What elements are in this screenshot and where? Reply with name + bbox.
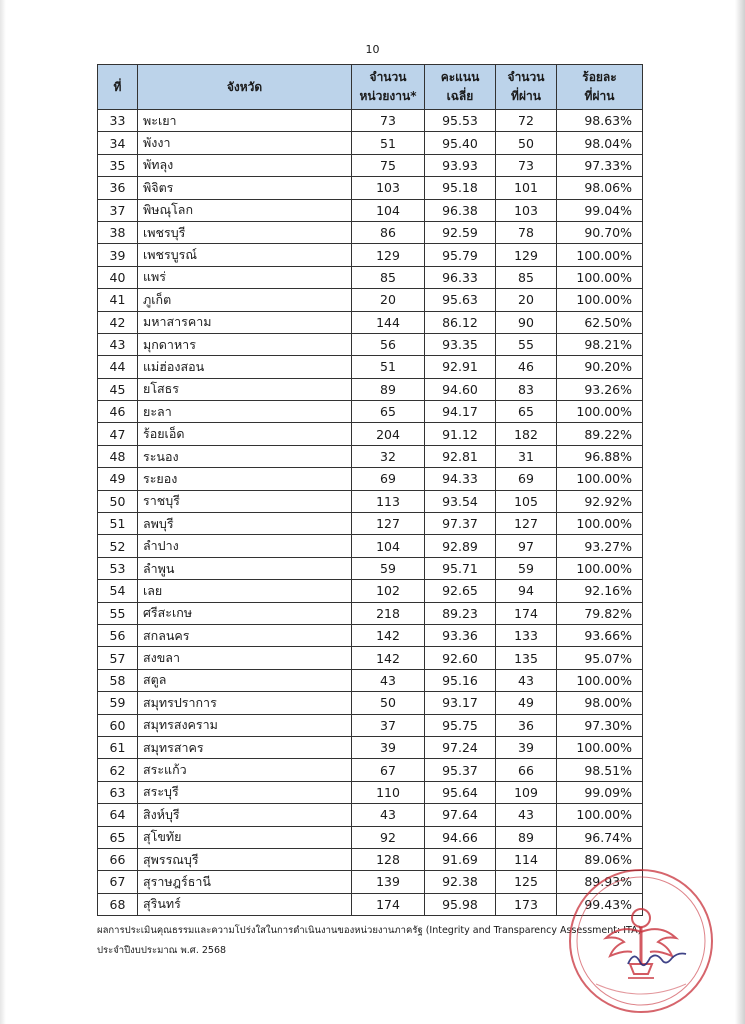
row-percent: 62.50% — [557, 311, 643, 333]
row-score: 95.71 — [425, 557, 496, 579]
row-units: 104 — [352, 199, 425, 221]
row-passed: 65 — [496, 401, 557, 423]
header-score — [425, 65, 496, 110]
row-passed: 39 — [496, 736, 557, 758]
row-province: มหาสารคาม — [138, 311, 352, 333]
row-score: 95.16 — [425, 669, 496, 691]
row-score: 93.54 — [425, 490, 496, 512]
row-units: 43 — [352, 804, 425, 826]
row-province: สมุทรปราการ — [138, 692, 352, 714]
row-score: 92.65 — [425, 580, 496, 602]
row-passed: 66 — [496, 759, 557, 781]
table-row — [98, 378, 643, 400]
row-score: 97.37 — [425, 513, 496, 535]
row-passed: 69 — [496, 468, 557, 490]
row-no: 38 — [98, 221, 138, 243]
row-province: แพร่ — [138, 266, 352, 288]
table-row — [98, 669, 643, 691]
row-units: 43 — [352, 669, 425, 691]
row-no: 35 — [98, 154, 138, 176]
header-no — [98, 65, 138, 110]
row-percent: 79.82% — [557, 602, 643, 624]
row-score: 92.60 — [425, 647, 496, 669]
row-no: 68 — [98, 893, 138, 915]
header-province — [138, 65, 352, 110]
row-passed: 135 — [496, 647, 557, 669]
table-row — [98, 468, 643, 490]
row-score: 91.69 — [425, 848, 496, 870]
row-passed: 97 — [496, 535, 557, 557]
row-score: 92.81 — [425, 445, 496, 467]
table-row — [98, 826, 643, 848]
table-row — [98, 490, 643, 512]
row-score: 96.38 — [425, 199, 496, 221]
header-units-line2: หน่วยงาน* — [359, 89, 417, 103]
row-units: 37 — [352, 714, 425, 736]
row-passed: 105 — [496, 490, 557, 512]
row-units: 142 — [352, 624, 425, 646]
row-percent: 99.43% — [557, 893, 643, 915]
table-row — [98, 804, 643, 826]
row-no: 61 — [98, 736, 138, 758]
header-percent — [557, 65, 643, 110]
row-province: พิจิตร — [138, 177, 352, 199]
row-passed: 127 — [496, 513, 557, 535]
row-units: 69 — [352, 468, 425, 490]
row-province: สิงห์บุรี — [138, 804, 352, 826]
row-percent: 100.00% — [557, 804, 643, 826]
row-score: 95.37 — [425, 759, 496, 781]
row-province: ยะลา — [138, 401, 352, 423]
row-score: 95.79 — [425, 244, 496, 266]
row-units: 104 — [352, 535, 425, 557]
row-percent: 100.00% — [557, 244, 643, 266]
row-no: 59 — [98, 692, 138, 714]
footnote-line-2: ประจำปีงบประมาณ พ.ศ. 2568 — [97, 945, 227, 956]
row-province: ศรีสะเกษ — [138, 602, 352, 624]
row-score: 97.64 — [425, 804, 496, 826]
row-no: 49 — [98, 468, 138, 490]
row-percent: 99.09% — [557, 781, 643, 803]
header-score-line2: เฉลี่ย — [446, 89, 474, 103]
row-no: 41 — [98, 289, 138, 311]
row-percent: 96.88% — [557, 445, 643, 467]
row-no: 53 — [98, 557, 138, 579]
row-passed: 133 — [496, 624, 557, 646]
row-province: ระยอง — [138, 468, 352, 490]
row-province: ยโสธร — [138, 378, 352, 400]
row-passed: 31 — [496, 445, 557, 467]
row-units: 142 — [352, 647, 425, 669]
row-no: 45 — [98, 378, 138, 400]
table-row — [98, 423, 643, 445]
row-no: 51 — [98, 513, 138, 535]
row-passed: 182 — [496, 423, 557, 445]
table-row — [98, 624, 643, 646]
row-percent: 95.07% — [557, 647, 643, 669]
header-units-line1: จำนวน — [369, 70, 407, 84]
row-province: แม่ฮ่องสอน — [138, 356, 352, 378]
row-units: 144 — [352, 311, 425, 333]
row-no: 64 — [98, 804, 138, 826]
page-number: 10 — [365, 43, 380, 56]
row-no: 36 — [98, 177, 138, 199]
row-passed: 114 — [496, 848, 557, 870]
row-province: ลำปาง — [138, 535, 352, 557]
row-province: พัทลุง — [138, 154, 352, 176]
row-units: 92 — [352, 826, 425, 848]
row-no: 60 — [98, 714, 138, 736]
row-no: 54 — [98, 580, 138, 602]
row-units: 204 — [352, 423, 425, 445]
row-units: 139 — [352, 871, 425, 893]
row-percent: 92.16% — [557, 580, 643, 602]
row-percent: 96.74% — [557, 826, 643, 848]
row-units: 59 — [352, 557, 425, 579]
row-passed: 20 — [496, 289, 557, 311]
row-score: 92.38 — [425, 871, 496, 893]
row-percent: 97.30% — [557, 714, 643, 736]
row-province: ร้อยเอ็ด — [138, 423, 352, 445]
row-passed: 36 — [496, 714, 557, 736]
row-passed: 43 — [496, 804, 557, 826]
table-row — [98, 736, 643, 758]
row-percent: 89.22% — [557, 423, 643, 445]
header-percent-line1: ร้อยละ — [582, 70, 617, 84]
table-row — [98, 580, 643, 602]
row-no: 66 — [98, 848, 138, 870]
row-no: 56 — [98, 624, 138, 646]
row-passed: 173 — [496, 893, 557, 915]
row-percent: 89.93% — [557, 871, 643, 893]
row-units: 85 — [352, 266, 425, 288]
row-passed: 101 — [496, 177, 557, 199]
row-no: 34 — [98, 132, 138, 154]
row-passed: 43 — [496, 669, 557, 691]
row-units: 56 — [352, 333, 425, 355]
row-percent: 100.00% — [557, 513, 643, 535]
header-percent-line2: ที่ผ่าน — [584, 89, 615, 103]
row-province: ระนอง — [138, 445, 352, 467]
row-units: 50 — [352, 692, 425, 714]
table-row — [98, 333, 643, 355]
garuda-seal-icon — [566, 866, 716, 1016]
row-passed: 85 — [496, 266, 557, 288]
row-units: 113 — [352, 490, 425, 512]
row-no: 58 — [98, 669, 138, 691]
province-results-table — [97, 64, 643, 916]
row-no: 62 — [98, 759, 138, 781]
row-no: 63 — [98, 781, 138, 803]
row-percent: 92.92% — [557, 490, 643, 512]
table-row — [98, 154, 643, 176]
row-percent: 100.00% — [557, 289, 643, 311]
row-passed: 73 — [496, 154, 557, 176]
table-row — [98, 221, 643, 243]
row-units: 218 — [352, 602, 425, 624]
header-passed-line2: ที่ผ่าน — [511, 89, 541, 103]
row-province: สระแก้ว — [138, 759, 352, 781]
row-score: 96.33 — [425, 266, 496, 288]
row-province: สุโขทัย — [138, 826, 352, 848]
row-score: 89.23 — [425, 602, 496, 624]
row-units: 20 — [352, 289, 425, 311]
header-row — [98, 65, 643, 110]
header-passed-line1: จำนวน — [507, 70, 545, 84]
row-score: 94.66 — [425, 826, 496, 848]
row-units: 128 — [352, 848, 425, 870]
row-score: 93.93 — [425, 154, 496, 176]
row-province: พิษณุโลก — [138, 199, 352, 221]
row-score: 97.24 — [425, 736, 496, 758]
row-no: 39 — [98, 244, 138, 266]
row-passed: 174 — [496, 602, 557, 624]
row-percent: 93.27% — [557, 535, 643, 557]
row-score: 94.33 — [425, 468, 496, 490]
row-province: ลำพูน — [138, 557, 352, 579]
footnote — [97, 921, 642, 961]
row-province: สมุทรสงคราม — [138, 714, 352, 736]
row-score: 92.89 — [425, 535, 496, 557]
table-row — [98, 781, 643, 803]
page-edge-shadow-right — [735, 0, 745, 1024]
row-units: 129 — [352, 244, 425, 266]
row-passed: 90 — [496, 311, 557, 333]
table-row — [98, 289, 643, 311]
row-province: สุพรรณบุรี — [138, 848, 352, 870]
table-row — [98, 401, 643, 423]
table-row — [98, 177, 643, 199]
row-province: พะเยา — [138, 110, 352, 132]
row-passed: 129 — [496, 244, 557, 266]
row-province: มุกดาหาร — [138, 333, 352, 355]
table-row — [98, 199, 643, 221]
table-row — [98, 513, 643, 535]
row-no: 57 — [98, 647, 138, 669]
row-passed: 49 — [496, 692, 557, 714]
row-score: 94.60 — [425, 378, 496, 400]
row-percent: 93.66% — [557, 624, 643, 646]
table-header — [98, 65, 643, 110]
row-passed: 83 — [496, 378, 557, 400]
table-body — [98, 110, 643, 916]
row-passed: 72 — [496, 110, 557, 132]
row-score: 95.18 — [425, 177, 496, 199]
row-no: 52 — [98, 535, 138, 557]
row-units: 103 — [352, 177, 425, 199]
row-no: 55 — [98, 602, 138, 624]
row-score: 95.53 — [425, 110, 496, 132]
table-row — [98, 535, 643, 557]
header-province-label: จังหวัด — [226, 79, 263, 94]
table-row — [98, 848, 643, 870]
row-units: 102 — [352, 580, 425, 602]
row-percent: 98.21% — [557, 333, 643, 355]
row-no: 50 — [98, 490, 138, 512]
row-province: สมุทรสาคร — [138, 736, 352, 758]
header-no-label: ที่ — [113, 79, 122, 94]
row-score: 93.17 — [425, 692, 496, 714]
row-province: สุราษฎร์ธานี — [138, 871, 352, 893]
row-province: ราชบุรี — [138, 490, 352, 512]
table-row — [98, 714, 643, 736]
row-passed: 103 — [496, 199, 557, 221]
row-percent: 100.00% — [557, 736, 643, 758]
header-score-line1: คะแนน — [440, 70, 480, 84]
row-passed: 78 — [496, 221, 557, 243]
row-units: 127 — [352, 513, 425, 535]
row-percent: 98.00% — [557, 692, 643, 714]
row-province: สตูล — [138, 669, 352, 691]
page-edge-shadow-left — [0, 0, 6, 1024]
row-province: พังงา — [138, 132, 352, 154]
row-units: 51 — [352, 132, 425, 154]
row-province: สุรินทร์ — [138, 893, 352, 915]
row-percent: 100.00% — [557, 468, 643, 490]
row-units: 73 — [352, 110, 425, 132]
row-no: 65 — [98, 826, 138, 848]
row-passed: 109 — [496, 781, 557, 803]
table-row — [98, 871, 643, 893]
row-province: ภูเก็ต — [138, 289, 352, 311]
row-percent: 98.51% — [557, 759, 643, 781]
row-percent: 93.26% — [557, 378, 643, 400]
row-score: 91.12 — [425, 423, 496, 445]
row-percent: 89.06% — [557, 848, 643, 870]
row-no: 42 — [98, 311, 138, 333]
row-province: สงขลา — [138, 647, 352, 669]
row-units: 174 — [352, 893, 425, 915]
row-no: 37 — [98, 199, 138, 221]
row-no: 33 — [98, 110, 138, 132]
row-percent: 90.20% — [557, 356, 643, 378]
row-percent: 98.63% — [557, 110, 643, 132]
row-units: 39 — [352, 736, 425, 758]
row-no: 40 — [98, 266, 138, 288]
row-passed: 94 — [496, 580, 557, 602]
row-score: 95.40 — [425, 132, 496, 154]
row-units: 51 — [352, 356, 425, 378]
row-province: เพชรบุรี — [138, 221, 352, 243]
header-units — [352, 65, 425, 110]
table-row — [98, 602, 643, 624]
row-province: ลพบุรี — [138, 513, 352, 535]
row-province: สระบุรี — [138, 781, 352, 803]
row-score: 92.59 — [425, 221, 496, 243]
row-percent: 98.06% — [557, 177, 643, 199]
table-row — [98, 110, 643, 132]
row-no: 44 — [98, 356, 138, 378]
row-no: 43 — [98, 333, 138, 355]
row-no: 47 — [98, 423, 138, 445]
header-passed — [496, 65, 557, 110]
row-no: 48 — [98, 445, 138, 467]
row-percent: 100.00% — [557, 266, 643, 288]
row-score: 93.36 — [425, 624, 496, 646]
row-percent: 100.00% — [557, 669, 643, 691]
row-score: 95.75 — [425, 714, 496, 736]
row-units: 65 — [352, 401, 425, 423]
table-row — [98, 311, 643, 333]
table-row — [98, 692, 643, 714]
row-province: เลย — [138, 580, 352, 602]
row-no: 67 — [98, 871, 138, 893]
row-units: 89 — [352, 378, 425, 400]
row-passed: 46 — [496, 356, 557, 378]
table-row — [98, 244, 643, 266]
row-passed: 125 — [496, 871, 557, 893]
table-row — [98, 356, 643, 378]
row-score: 92.91 — [425, 356, 496, 378]
row-units: 75 — [352, 154, 425, 176]
row-units: 32 — [352, 445, 425, 467]
row-percent: 97.33% — [557, 154, 643, 176]
row-units: 67 — [352, 759, 425, 781]
row-no: 46 — [98, 401, 138, 423]
table-row — [98, 647, 643, 669]
row-passed: 89 — [496, 826, 557, 848]
row-percent: 100.00% — [557, 557, 643, 579]
table-row — [98, 445, 643, 467]
table-row — [98, 893, 643, 915]
row-score: 95.63 — [425, 289, 496, 311]
row-units: 110 — [352, 781, 425, 803]
table-row — [98, 132, 643, 154]
row-province: เพชรบูรณ์ — [138, 244, 352, 266]
table-row — [98, 759, 643, 781]
row-passed: 50 — [496, 132, 557, 154]
row-province: สกลนคร — [138, 624, 352, 646]
table-row — [98, 557, 643, 579]
row-score: 94.17 — [425, 401, 496, 423]
row-score: 86.12 — [425, 311, 496, 333]
table-row — [98, 266, 643, 288]
footnote-line-1: ผลการประเมินคุณธรรมและความโปร่งใสในการดำเนินงานของหน่วยงานภาครัฐ (Integrity and Transparency Assessment: ITA) — [97, 925, 642, 936]
row-passed: 59 — [496, 557, 557, 579]
row-percent: 90.70% — [557, 221, 643, 243]
row-score: 93.35 — [425, 333, 496, 355]
row-score: 95.64 — [425, 781, 496, 803]
row-score: 95.98 — [425, 893, 496, 915]
row-percent: 100.00% — [557, 401, 643, 423]
row-percent: 98.04% — [557, 132, 643, 154]
row-passed: 55 — [496, 333, 557, 355]
row-percent: 99.04% — [557, 199, 643, 221]
row-units: 86 — [352, 221, 425, 243]
